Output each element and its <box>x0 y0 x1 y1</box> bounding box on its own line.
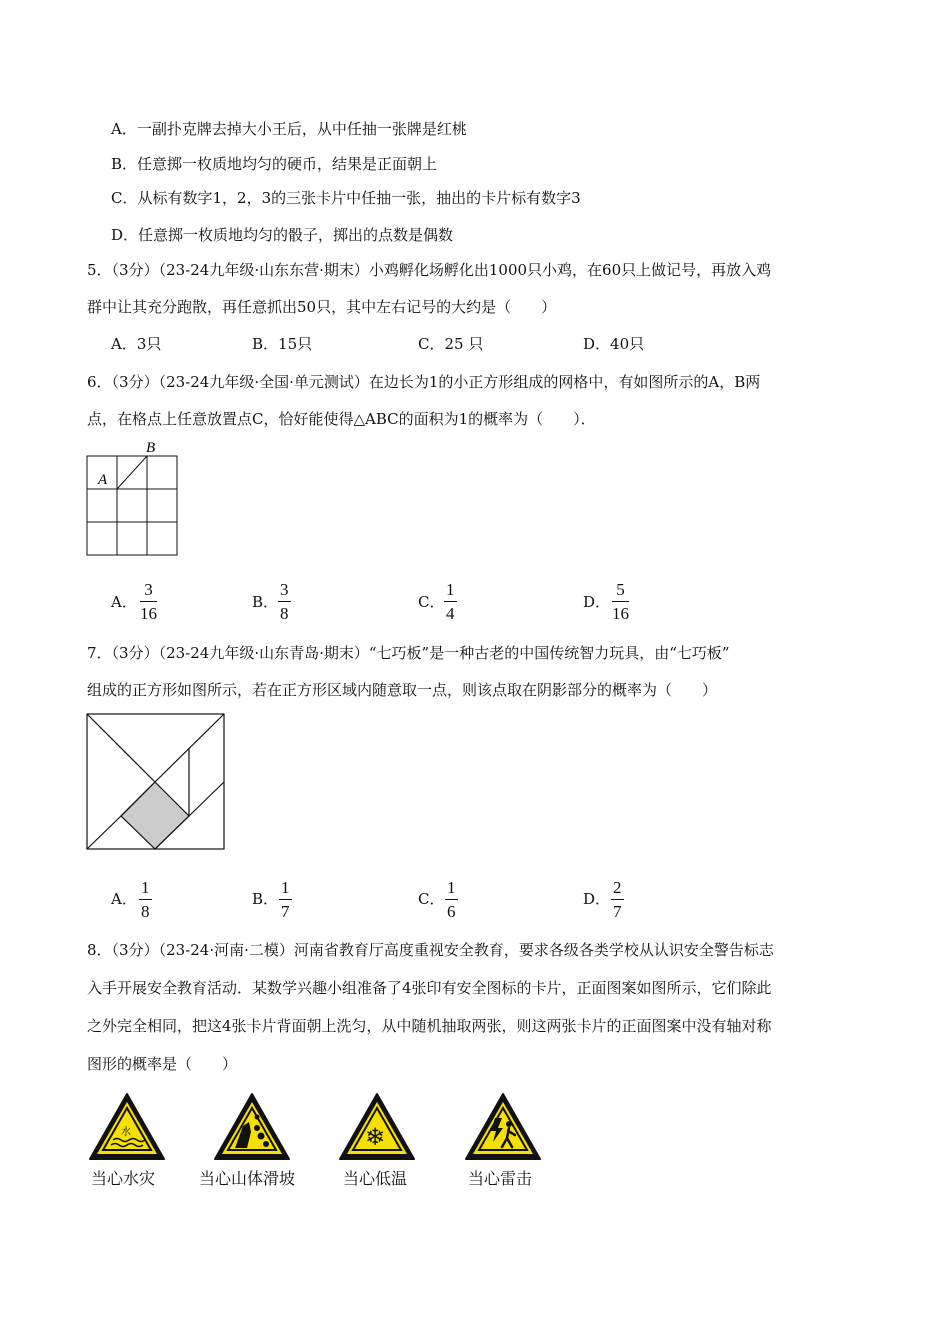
segment-ab <box>117 456 147 489</box>
fraction-bar <box>139 899 152 900</box>
option-label: A． <box>111 120 137 138</box>
option-label: C． <box>111 189 138 207</box>
q5-stem-line1: 5．（3分）（23-24九年级·山东东营·期末）小鸡孵化场孵化出1000只小鸡，在60只上做记号，再放入鸡 <box>87 261 772 279</box>
person-head-icon <box>506 1121 512 1127</box>
q5-stem-line2: 群中让其充分跑散，再任意抓出50只，其中左右记号的大约是（ ） <box>87 298 557 316</box>
option-text: 从标有数字1，2，3的三张卡片中任抽一张，抽出的卡片标有数字3 <box>137 189 581 207</box>
point-b-label: B <box>146 440 156 456</box>
fraction-bar <box>140 601 157 602</box>
q7-tangram-figure <box>86 713 226 851</box>
fraction-bar <box>444 601 457 602</box>
q7-stem-line1: 7．（3分）（23-24九年级·山东青岛·期末）“七巧板”是一种古老的中国传统智力玩具，由“七巧板” <box>87 644 730 662</box>
sign-caption-low-temperature: 当心低温 <box>343 1169 408 1188</box>
denominator: 7 <box>281 902 290 921</box>
diagonal-line <box>87 816 121 849</box>
option-label: B． <box>252 335 279 353</box>
q6-option-d-fraction <box>612 580 629 624</box>
low-temperature-warning-sign <box>338 1092 416 1162</box>
option-text: 15只 <box>278 335 313 353</box>
shaded-square <box>121 782 189 849</box>
q7-option-a-label: A． <box>111 890 137 908</box>
q8-stem-line2: 入手开展安全教育活动．某数学兴趣小组准备了4张印有安全图标的卡片，正面图案如图所示，它们除此 <box>87 979 772 997</box>
option-text: 3只 <box>136 335 162 353</box>
option-text: 25 只 <box>444 335 484 353</box>
option-label: D． <box>111 226 139 244</box>
q7-option-c-fraction <box>445 878 458 922</box>
q7-option-b-label: B． <box>252 890 279 908</box>
rock-icon <box>254 1125 260 1131</box>
denominator: 4 <box>446 604 455 623</box>
rock-icon <box>258 1133 265 1140</box>
q6-stem-line2: 点，在格点上任意放置点C，恰好能使得△ABC的面积为1的概率为（ ）． <box>87 410 596 428</box>
q8-stem-line1: 8．（3分）（23-24·河南·二模）河南省教育厅高度重视安全教育，要求各级各类学校从认识安全警告标志 <box>87 941 774 959</box>
water-glyph: 水 <box>121 1127 131 1138</box>
denominator: 6 <box>447 902 456 921</box>
option-text: 任意掷一枚质地均匀的硬币，结果是正面朝上 <box>137 155 438 173</box>
sign-caption-flood: 当心水灾 <box>91 1169 156 1188</box>
q6-option-a-label: A． <box>111 593 137 611</box>
snowflake-icon: ❄ <box>365 1123 386 1151</box>
q6-option-c-fraction <box>444 580 457 624</box>
option-text: 40只 <box>610 335 645 353</box>
lightning-warning-sign <box>464 1092 542 1162</box>
q4-option-d <box>111 225 453 245</box>
q4-option-c <box>111 188 581 208</box>
q8-stem-line4: 图形的概率是（ ） <box>87 1055 238 1073</box>
q7-option-c-label: C． <box>418 890 445 908</box>
numerator: 1 <box>281 878 290 897</box>
q7-option-b-fraction <box>279 878 292 922</box>
numerator: 5 <box>616 580 625 599</box>
person-head-icon <box>255 1115 260 1120</box>
sign-caption-lightning: 当心雷击 <box>468 1169 533 1188</box>
diagonal-line <box>87 714 155 782</box>
denominator: 7 <box>613 902 622 921</box>
fraction-bar <box>611 899 624 900</box>
numerator: 1 <box>446 580 455 599</box>
denominator: 8 <box>141 902 150 921</box>
numerator: 3 <box>280 580 289 599</box>
q5-option-c <box>418 334 483 354</box>
q8-stem-line3: 之外完全相同，把这4张卡片背面朝上洗匀，从中随机抽取两张，则这两张卡片的正面图案中没有轴对称 <box>87 1017 772 1035</box>
q7-option-d-label: D． <box>583 890 611 908</box>
flood-warning-sign <box>88 1092 166 1162</box>
fraction-bar <box>278 601 291 602</box>
option-label: A． <box>111 335 137 353</box>
q6-stem-line1: 6．（3分）（23-24九年级·全国·单元测试）在边长为1的小正方形组成的网格中，有如图所示的A，B两 <box>87 373 761 391</box>
option-label: C． <box>418 335 445 353</box>
option-text: 任意掷一枚质地均匀的骰子，掷出的点数是偶数 <box>138 226 454 244</box>
q7-stem-line2: 组成的正方形如图所示，若在正方形区域内随意取一点，则该点取在阴影部分的概率为（ ） <box>87 681 718 699</box>
q6-option-b-fraction <box>278 580 291 624</box>
q5-option-b <box>252 334 312 354</box>
fraction-bar <box>612 601 629 602</box>
q7-option-d-fraction <box>611 878 624 922</box>
q6-option-c-label: C． <box>418 593 445 611</box>
numerator: 1 <box>141 878 150 897</box>
q7-option-a-fraction <box>139 878 152 922</box>
sign-caption-landslide: 当心山体滑坡 <box>199 1169 296 1188</box>
option-label: B． <box>111 155 138 173</box>
numerator: 3 <box>144 580 153 599</box>
numerator: 2 <box>613 878 622 897</box>
q4-option-a <box>111 119 467 139</box>
denominator: 16 <box>612 604 629 623</box>
q6-option-a-fraction <box>140 580 157 624</box>
fraction-bar <box>445 899 458 900</box>
q5-option-a <box>111 334 161 354</box>
grid-border <box>87 456 177 555</box>
fraction-bar <box>279 899 292 900</box>
rock-icon <box>263 1141 269 1147</box>
q6-option-d-label: D． <box>583 593 611 611</box>
denominator: 16 <box>140 604 157 623</box>
denominator: 8 <box>280 604 289 623</box>
option-label: D． <box>583 335 611 353</box>
q6-grid-figure <box>86 436 182 558</box>
q5-option-d <box>583 334 644 354</box>
q6-option-b-label: B． <box>252 593 279 611</box>
numerator: 1 <box>447 878 456 897</box>
landslide-warning-sign <box>213 1092 291 1162</box>
point-a-label: A <box>98 472 108 488</box>
q4-option-b <box>111 154 437 174</box>
option-text: 一副扑克牌去掉大小王后，从中任抽一张牌是红桃 <box>136 120 467 138</box>
